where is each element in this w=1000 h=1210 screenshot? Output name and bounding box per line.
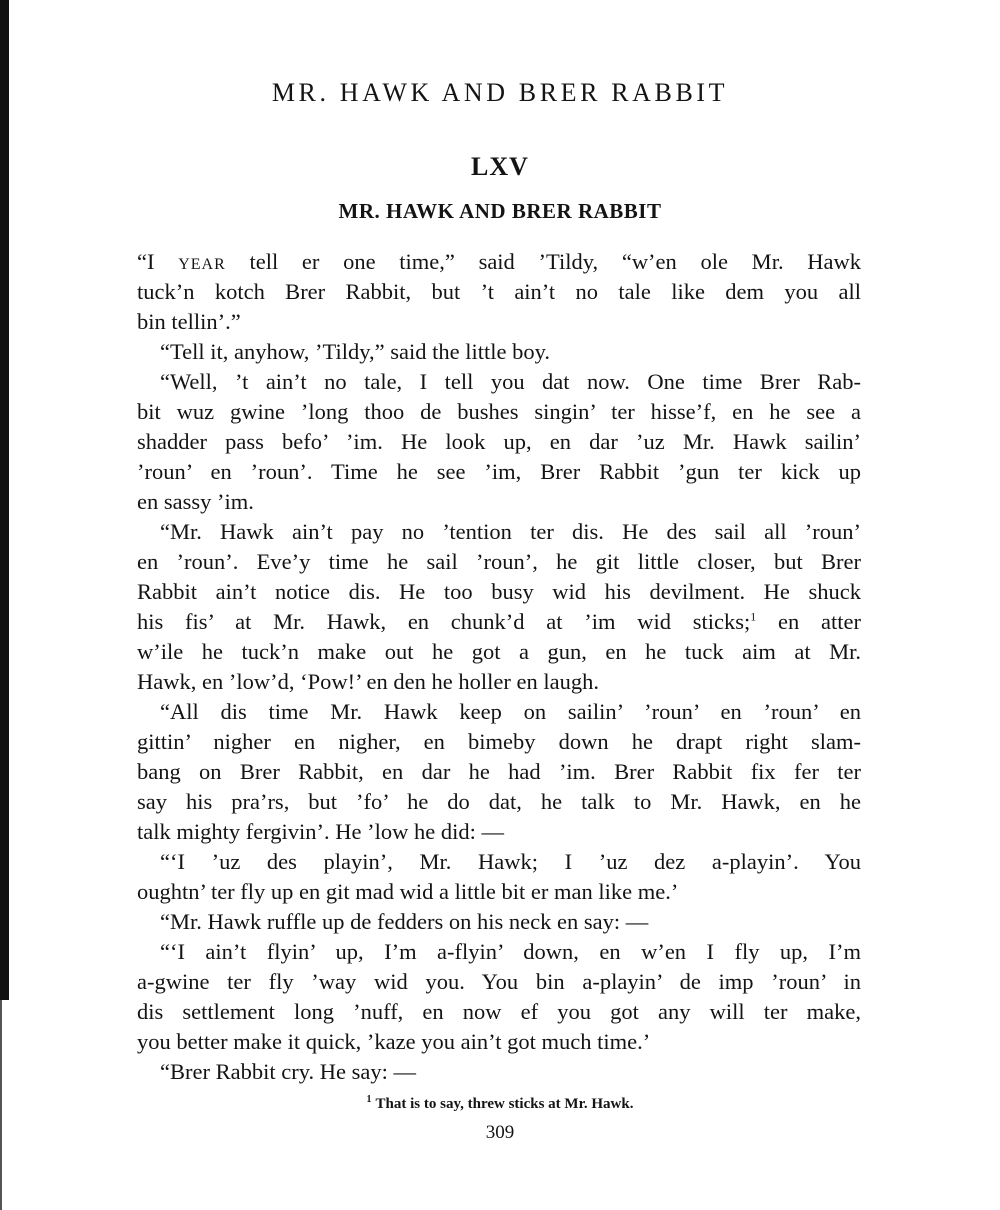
text-line: his fis’ at Mr. Hawk, en chunk’d at ’im wid sticks;$^1$ en atter — [137, 609, 862, 634]
text-line: “I YEAR tell er one time,” said ’Tildy, “w’en ole Mr. Hawk — [137, 249, 862, 274]
text-line: “Tell it, anyhow, ’Tildy,” said the little boy. — [160, 339, 551, 364]
text-line: shadder pass befo’ ’im. He look up, en dar ’uz Mr. Hawk sailin’ — [137, 429, 861, 454]
text-line: you better make it quick, ’kaze you ain’t got much time.’ — [137, 1029, 651, 1054]
text-line: en sassy ’im. — [137, 489, 254, 514]
text-line: bang on Brer Rabbit, en dar he had ’im. Brer Rabbit fix fer ter — [137, 759, 861, 784]
footnote-text: That is to say, threw sticks at Mr. Hawk. — [375, 1096, 634, 1112]
text-line: Hawk, en ’low’d, ‘Pow!’ en den he holler en laugh. — [137, 669, 599, 694]
text-line: bit wuz gwine ’long thoo de bushes singin’ ter hisse’f, en he see a — [137, 399, 861, 424]
text-line: gittin’ nigher en nigher, en bimeby down he drapt right slam- — [137, 729, 861, 754]
body-text — [137, 247, 861, 1087]
text-line: w’ile he tuck’n make out he got a gun, en he tuck aim at Mr. — [137, 639, 861, 664]
footnote-marker: 1 — [366, 1094, 372, 1105]
text-line: “Well, ’t ain’t no tale, I tell you dat now. One time Brer Rab- — [160, 369, 861, 394]
chapter-number: LXV — [471, 152, 529, 181]
footnote — [0, 1096, 1000, 1113]
footnote-ref: 1 — [750, 609, 757, 624]
text-line: en ’roun’. Eve’y time he sail ’roun’, he git little closer, but Brer — [137, 549, 861, 574]
chapter-title: MR. HAWK AND BRER RABBIT — [338, 199, 662, 223]
text-line: “Brer Rabbit cry. He say: — — [160, 1059, 416, 1084]
running-head: MR. HAWK AND BRER RABBIT — [271, 78, 729, 107]
text-line: “All dis time Mr. Hawk keep on sailin’ ’roun’ en ’roun’ en — [160, 699, 861, 724]
text-line: bin tellin’.” — [137, 309, 241, 334]
text-line: “Mr. Hawk ruffle up de fedders on his neck en say: — — [160, 909, 649, 934]
text-line: a-gwine ter fly ’way wid you. You bin a-playin’ de imp ’roun’ in — [137, 969, 861, 994]
small-caps-word: YEAR — [178, 256, 226, 273]
text-line: “‘I ’uz des playin’, Mr. Hawk; I ’uz dez a-playin’. You — [160, 849, 861, 874]
text-line: “Mr. Hawk ain’t pay no ’tention ter dis. He des sail all ’roun’ — [160, 519, 861, 544]
text-line: “‘I ain’t flyin’ up, I’m a-flyin’ down, en w’en I fly up, I’m — [160, 939, 861, 964]
text-line: talk mighty fergivin’. He ’low he did: — — [137, 819, 505, 844]
page-edge-shadow — [0, 0, 9, 1000]
text-line: oughtn’ ter fly up en git mad wid a little bit er man like me.’ — [137, 879, 679, 904]
text-line: tuck’n kotch Brer Rabbit, but ’t ain’t no tale like dem you all — [137, 279, 861, 304]
text-line: Rabbit ain’t notice dis. He too busy wid his devilment. He shuck — [137, 579, 861, 604]
text-line: ’roun’ en ’roun’. Time he see ’im, Brer Rabbit ’gun ter kick up — [137, 459, 861, 484]
text-line: dis settlement long ’nuff, en now ef you got any will ter make, — [137, 999, 861, 1024]
text-line: say his pra’rs, but ’fo’ he do dat, he talk to Mr. Hawk, en he — [137, 789, 861, 814]
page-number: 309 — [485, 1122, 515, 1143]
